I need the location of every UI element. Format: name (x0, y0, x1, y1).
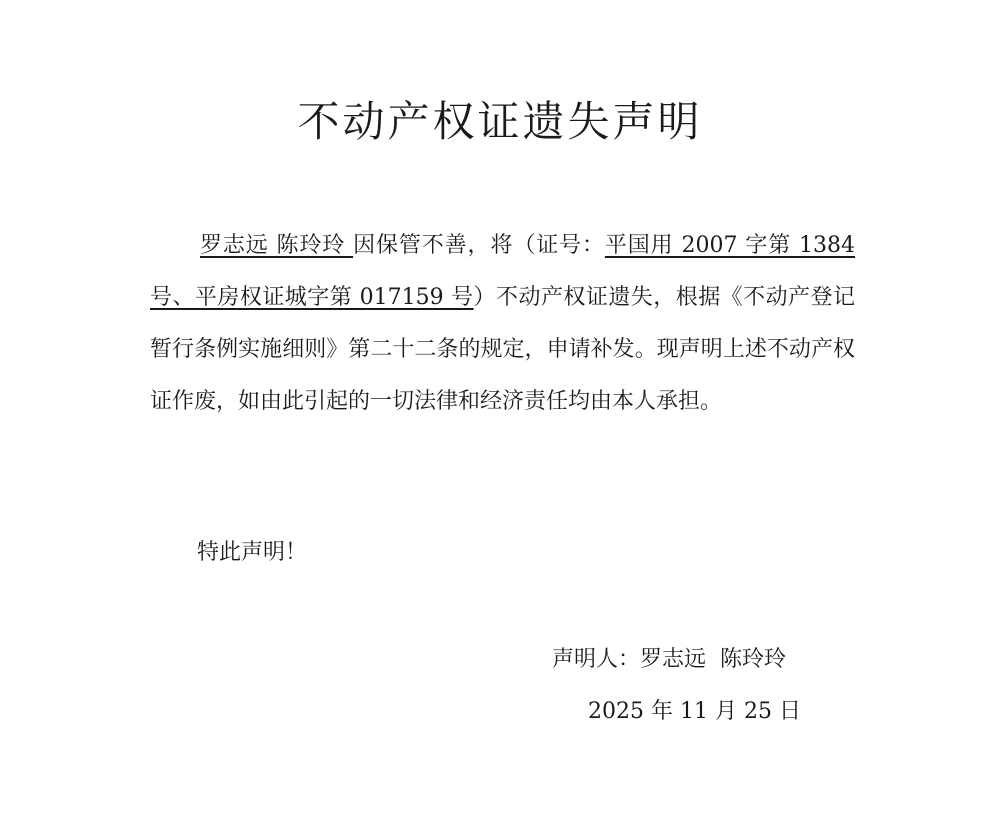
body-text-part-1: 因保管不善，将（证号： (353, 233, 605, 258)
declarant-names: 罗志远 陈玲玲 (200, 233, 354, 258)
signature-line: 声明人：罗志远 陈玲玲 (552, 647, 786, 672)
body-text-part-2: ）不动产权证遗失，根据《不动产登记暂行条例实施细则》第二十二条的规定，申请补发。现声明上述不动产权证作废，如由此引起的一切法律和经济责任均由本人承担。 (150, 285, 855, 414)
closing-statement: 特此声明！ (197, 540, 308, 565)
declaration-body (150, 220, 855, 428)
document-title: 不动产权证遗失声明 (297, 97, 703, 146)
date-line: 2025 年 11 月 25 日 (588, 699, 801, 724)
certificate-numbers: 平国用 2007 字第 1384 号、平房权证城字第 017159 号 (150, 233, 855, 310)
